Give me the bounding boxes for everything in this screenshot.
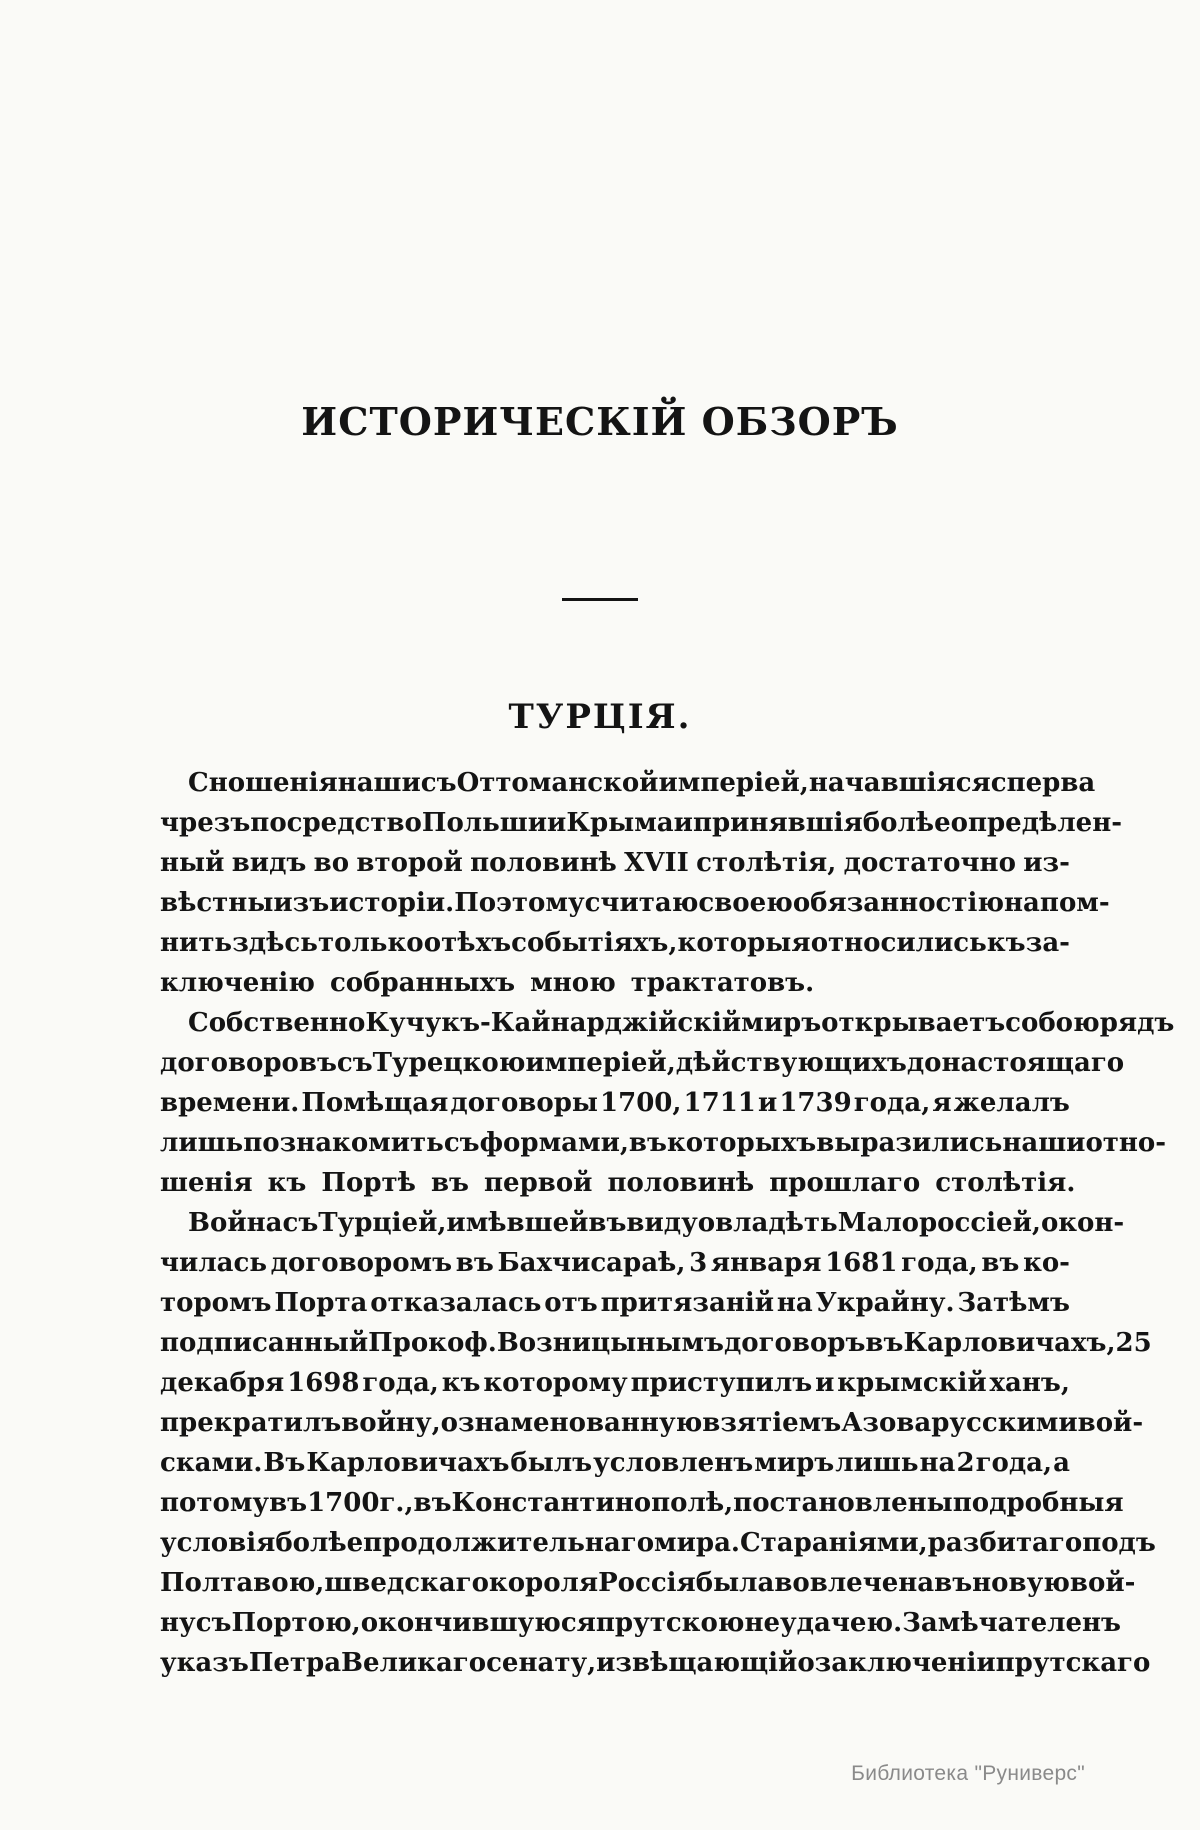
word: Порта <box>274 1288 368 1318</box>
text-line <box>160 1283 1070 1323</box>
word: извѣщающій <box>596 1648 798 1678</box>
word: г., <box>379 1488 414 1518</box>
word: и <box>757 1088 778 1118</box>
word: половинѣ <box>470 848 617 878</box>
word: из- <box>1023 848 1070 878</box>
word: 1739 <box>779 1088 852 1118</box>
word: неудачею. <box>744 1608 903 1638</box>
word: только <box>318 928 424 958</box>
word: овладѣть <box>697 1208 838 1238</box>
word: Прокоф. <box>368 1328 497 1358</box>
text-line <box>160 1443 1070 1483</box>
word: ханъ, <box>989 1368 1070 1398</box>
word: вой- <box>1077 1408 1144 1438</box>
word: въ <box>865 1328 904 1358</box>
word: въ <box>455 1248 494 1278</box>
word: былъ <box>510 1448 593 1478</box>
word: ный <box>160 848 225 878</box>
text-line <box>160 1043 1125 1083</box>
word: въ <box>413 1488 452 1518</box>
word: столѣтія, <box>696 848 837 878</box>
word: а <box>1053 1448 1070 1478</box>
word: видъ <box>231 848 307 878</box>
word: съ <box>336 1048 373 1078</box>
text-line <box>160 803 1123 843</box>
word: и <box>547 808 567 838</box>
word: Помѣщая <box>301 1088 449 1118</box>
word: которыя <box>677 928 811 958</box>
word: ко- <box>1023 1248 1070 1278</box>
word: событіяхъ, <box>511 928 678 958</box>
word: ознаменованную <box>440 1408 703 1438</box>
word: о <box>797 1648 815 1678</box>
word: разбитаго <box>927 1528 1083 1558</box>
word: къ <box>441 1368 481 1398</box>
word: короля <box>488 1568 599 1598</box>
word: лишь <box>835 1448 919 1478</box>
text-line <box>160 1483 1124 1523</box>
word: января <box>710 1248 822 1278</box>
word: Возницынымъ <box>496 1328 724 1358</box>
word: потому <box>160 1488 270 1518</box>
word: въ <box>588 1208 627 1238</box>
word: Азова <box>841 1408 932 1438</box>
text-line <box>160 1123 1167 1163</box>
word: Крыма <box>566 808 674 838</box>
word: чилась <box>160 1248 267 1278</box>
word: напом- <box>1004 888 1110 918</box>
word: къ <box>986 928 1026 958</box>
word: исторіи. <box>329 888 455 918</box>
word: болѣе <box>275 1528 364 1558</box>
word: формами, <box>479 1128 629 1158</box>
word: съ <box>420 768 457 798</box>
word: 1700, <box>600 1088 682 1118</box>
word: посредство <box>250 808 422 838</box>
word: Кучукъ-Кайнарджійскій <box>365 1008 742 1038</box>
text-line <box>160 843 1070 883</box>
word: года, <box>901 1248 978 1278</box>
word: болѣе <box>862 808 951 838</box>
text-line <box>160 1603 1121 1643</box>
word: собою <box>1005 1008 1100 1038</box>
word: вой- <box>1069 1568 1136 1598</box>
word: Собственно <box>188 1008 366 1038</box>
word: отно- <box>1085 1128 1167 1158</box>
word: миръ <box>754 1448 835 1478</box>
word: 1698 <box>287 1368 360 1398</box>
word: шведскаго <box>324 1568 489 1598</box>
word: отъ <box>544 1288 598 1318</box>
word: о <box>423 928 442 958</box>
text-line: шенія къ Портѣ въ первой половинѣ прошлаго столѣтія. <box>160 1168 1076 1198</box>
word: которому <box>483 1368 628 1398</box>
word: на <box>919 1448 956 1478</box>
word: договоръ <box>723 1328 866 1358</box>
word: въ <box>269 1488 308 1518</box>
text-line <box>160 1203 1125 1243</box>
word: Бахчисараѣ, <box>497 1248 686 1278</box>
word: чрезъ <box>160 808 251 838</box>
word: договоромъ <box>270 1248 453 1278</box>
text-line <box>160 1563 1136 1603</box>
section-heading: ТУРЦІЯ. <box>508 697 692 737</box>
word: Портою, <box>231 1608 361 1638</box>
word: приступилъ <box>630 1368 813 1398</box>
word: декабря <box>160 1368 285 1398</box>
word: имперіей, <box>658 768 809 798</box>
word: дѣйствующихъ <box>675 1048 907 1078</box>
word: вѣстны <box>160 888 274 918</box>
word: сками. <box>160 1448 263 1478</box>
word: во <box>313 848 350 878</box>
word: миръ <box>741 1008 822 1038</box>
word: Петра <box>248 1648 342 1678</box>
word: 1700 <box>307 1488 380 1518</box>
word: считаю <box>584 888 699 918</box>
word: настоящаго <box>941 1048 1125 1078</box>
word: ну <box>160 1608 196 1638</box>
word: войну, <box>341 1408 441 1438</box>
word: отказалась <box>370 1288 542 1318</box>
word: тѣхъ <box>441 928 512 958</box>
word: Великаго <box>341 1648 487 1678</box>
word: съ <box>282 1208 319 1238</box>
word: указъ <box>160 1648 249 1678</box>
word: торомъ <box>160 1288 272 1318</box>
word: взятіемъ <box>702 1408 842 1438</box>
word: прекратилъ <box>160 1408 342 1438</box>
word: 3 <box>689 1248 708 1278</box>
word: въ <box>628 1128 667 1158</box>
word: лишь <box>160 1128 244 1158</box>
word: Малороссіей, <box>837 1208 1041 1238</box>
word: начавшіяся <box>808 768 991 798</box>
word: подъ <box>1082 1528 1156 1558</box>
word: нить <box>160 928 233 958</box>
word: наши <box>1002 1128 1086 1158</box>
section-divider <box>562 598 638 601</box>
word: Стараніями, <box>739 1528 928 1558</box>
word: и <box>815 1368 835 1398</box>
word: въ <box>981 1248 1020 1278</box>
word: до <box>906 1048 942 1078</box>
word: Украйну. <box>815 1288 955 1318</box>
word: виду <box>626 1208 698 1238</box>
word: 2 <box>956 1448 975 1478</box>
page-title: ИСТОРИЧЕСКІЙ ОБЗОРЪ <box>301 399 899 444</box>
word: Поэтому <box>454 888 585 918</box>
word: познакомить <box>243 1128 444 1158</box>
word: Турецкою <box>372 1048 526 1078</box>
word: за- <box>1025 928 1070 958</box>
word: времени. <box>160 1088 300 1118</box>
word: 1681 <box>825 1248 898 1278</box>
text-line <box>160 1083 1070 1123</box>
word: сперва <box>990 768 1096 798</box>
text-line <box>160 883 1110 923</box>
word: Сношенія <box>188 768 338 798</box>
word: договоровъ <box>160 1048 337 1078</box>
word: на <box>776 1288 813 1318</box>
word: была <box>695 1568 775 1598</box>
text-line <box>160 1643 1151 1683</box>
text-line <box>160 1243 1070 1283</box>
word: Оттоманской <box>456 768 659 798</box>
word: Въ <box>263 1448 306 1478</box>
word: имперіей, <box>525 1048 676 1078</box>
word: Полтавою, <box>160 1568 325 1598</box>
word: вовлечена <box>774 1568 935 1598</box>
watermark: Библиотека "Руниверс" <box>851 1762 1085 1785</box>
text-line <box>160 1523 1156 1563</box>
word: своею <box>698 888 793 918</box>
word: постановлены <box>733 1488 953 1518</box>
word: условія <box>160 1528 276 1558</box>
word: Карловичахъ, <box>903 1328 1116 1358</box>
word: Замѣчателенъ <box>902 1608 1121 1638</box>
word: въ <box>934 1568 973 1598</box>
word: притязаній <box>600 1288 775 1318</box>
word: опредѣлен- <box>950 808 1123 838</box>
word: прутскаго <box>995 1648 1151 1678</box>
word: открываетъ <box>821 1008 1006 1038</box>
word: принявшія <box>692 808 863 838</box>
word: окон- <box>1040 1208 1125 1238</box>
word: Затѣмъ <box>957 1288 1070 1318</box>
text-line <box>160 1003 1175 1043</box>
word: Карловичахъ <box>306 1448 510 1478</box>
word: года, <box>362 1368 439 1398</box>
body-text <box>160 763 1175 1683</box>
word: наши <box>337 768 421 798</box>
word: я <box>932 1088 952 1118</box>
word: договоры <box>450 1088 598 1118</box>
word: окончившуюся <box>360 1608 596 1638</box>
word: съ <box>443 1128 480 1158</box>
word: XVII <box>624 848 689 878</box>
word: условленъ <box>593 1448 754 1478</box>
word: желалъ <box>953 1088 1070 1118</box>
word: Польши <box>421 808 548 838</box>
word: изъ <box>273 888 330 918</box>
word: русскими <box>931 1408 1078 1438</box>
word: относились <box>810 928 987 958</box>
word: года, <box>853 1088 931 1118</box>
word: продолжительнаго <box>363 1528 655 1558</box>
word: заключеніи <box>814 1648 996 1678</box>
word: Константинополѣ, <box>451 1488 734 1518</box>
word: имѣвшей <box>446 1208 589 1238</box>
word: здѣсь <box>232 928 318 958</box>
text-line <box>160 1363 1070 1403</box>
word: 1711 <box>683 1088 756 1118</box>
word: подробныя <box>952 1488 1124 1518</box>
word: и <box>673 808 693 838</box>
text-line <box>160 1323 1152 1363</box>
word: обязанностію <box>792 888 1005 918</box>
word: Турціей, <box>318 1208 447 1238</box>
word: новую <box>972 1568 1070 1598</box>
text-line <box>160 763 1096 803</box>
word: подписанный <box>160 1328 369 1358</box>
word: крымскій <box>837 1368 987 1398</box>
word: которыхъ <box>666 1128 817 1158</box>
word: выразились <box>816 1128 1003 1158</box>
word: второй <box>356 848 463 878</box>
word: съ <box>195 1608 232 1638</box>
word: года, <box>975 1448 1053 1478</box>
word: сенату, <box>486 1648 597 1678</box>
word: рядъ <box>1099 1008 1175 1038</box>
word: Война <box>188 1208 283 1238</box>
word: мира. <box>654 1528 740 1558</box>
word: Россія <box>598 1568 696 1598</box>
text-line <box>160 1403 1144 1443</box>
word: достаточно <box>843 848 1016 878</box>
word: 25 <box>1115 1328 1152 1358</box>
word: прутскою <box>595 1608 745 1638</box>
text-line <box>160 923 1070 963</box>
text-line: ключенію собранныхъ мною трактатовъ. <box>160 968 815 998</box>
